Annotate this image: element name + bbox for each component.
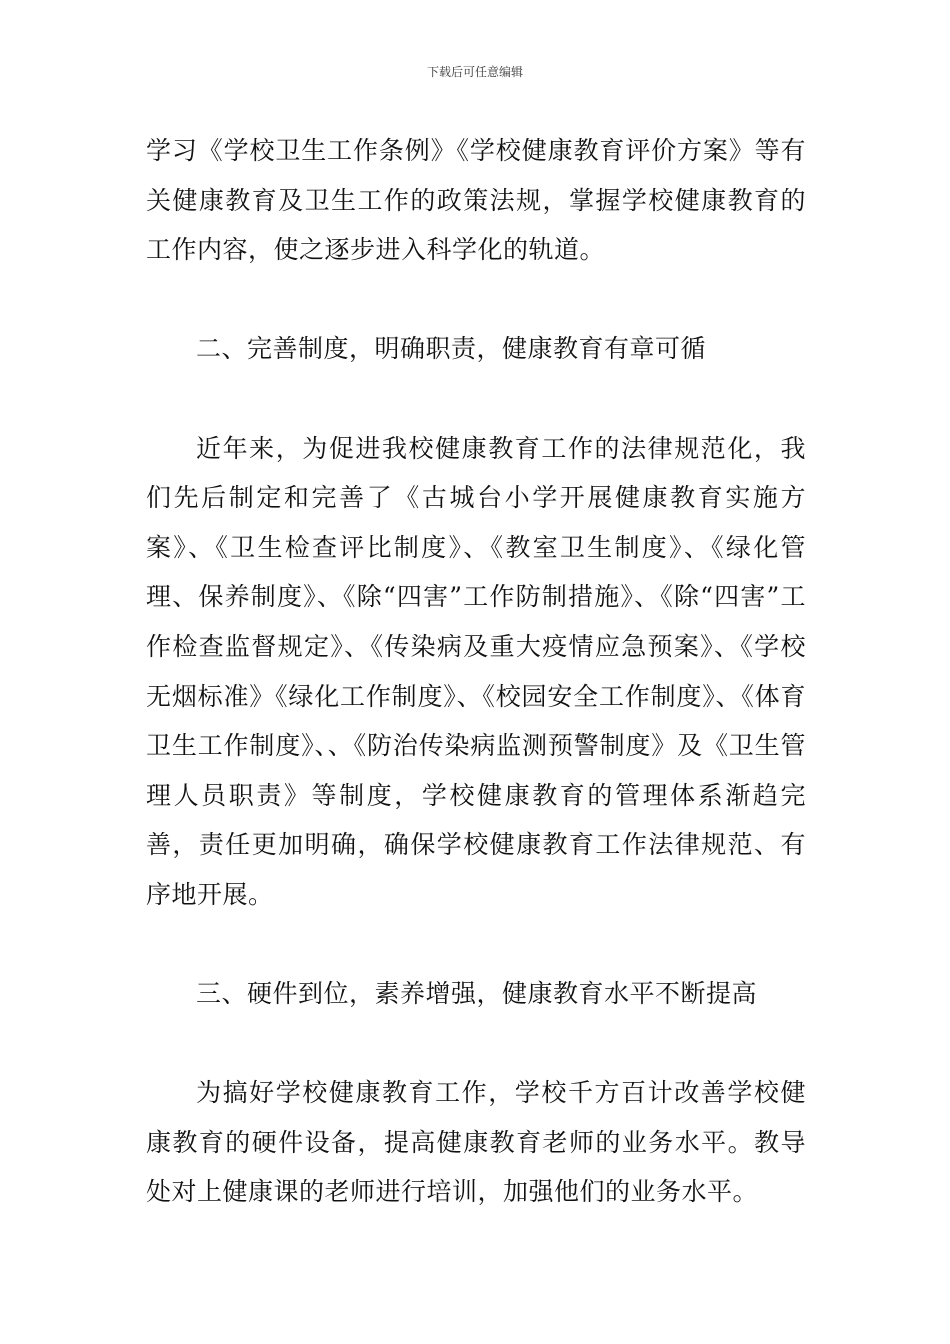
paragraph-spacer (146, 1019, 806, 1069)
paragraph-regulations: 近年来，为促进我校健康教育工作的法律规范化，我们先后制定和完善了《古城台小学开展健康教育实施方案》、《卫生检查评比制度》、《教室卫生制度》、《绿化管理、保养制度》、《除“四害”工作防制措施》、《除“四害”工作检查监督规定》、《传染病及重大疫情应急预案》、《学校无烟标准》《绿化工作制度》、《校园安全工作制度》、《体育卫生工作制度》、、《防治传染病监测预警制度》及《卫生管理人员职责》等制度，学校健康教育的管理体系渐趋完善，责任更加明确，确保学校健康教育工作法律规范、有序地开展。 (146, 433, 806, 909)
document-body (146, 126, 806, 1217)
paragraph-hardware: 为搞好学校健康教育工作，学校千方百计改善学校健康教育的硬件设备，提高健康教育老师的业务水平。教导处对上健康课的老师进行培训，加强他们的业务水平。 (146, 1078, 806, 1207)
page-header: 下载后可任意编辑 (426, 65, 523, 79)
section-heading-2: 二、完善制度，明确职责，健康教育有章可循 (196, 334, 707, 364)
paragraph-spacer (146, 920, 806, 970)
paragraph-spacer (146, 275, 806, 325)
section-heading-3: 三、硬件到位，素养增强，健康教育水平不断提高 (196, 979, 758, 1009)
paragraph-spacer (146, 374, 806, 424)
paragraph-policy-study: 学习《学校卫生工作条例》《学校健康教育评价方案》等有关健康教育及卫生工作的政策法规，掌握学校健康教育的工作内容，使之逐步进入科学化的轨道。 (146, 136, 806, 265)
